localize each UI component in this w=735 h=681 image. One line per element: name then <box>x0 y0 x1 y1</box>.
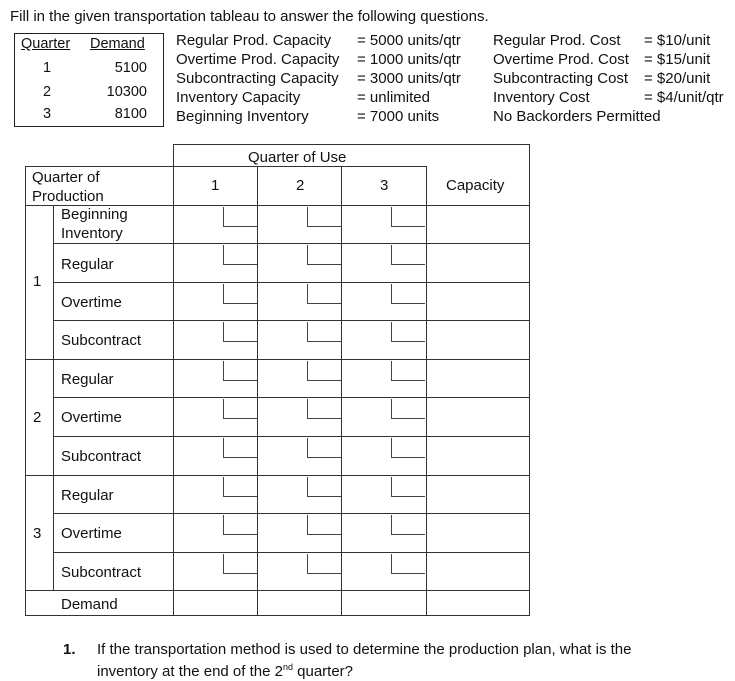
cost-value: = $10/unit <box>644 32 711 49</box>
column-header-1: 1 <box>211 177 220 194</box>
unit-cost-box[interactable] <box>223 438 257 458</box>
source-subcontract: Subcontract <box>61 448 142 465</box>
unit-cost-box[interactable] <box>307 207 341 227</box>
unit-cost-box[interactable] <box>223 245 257 265</box>
question-number: 1. <box>63 641 76 658</box>
unit-cost-box[interactable] <box>307 322 341 342</box>
demand-value: 8100 <box>114 106 147 122</box>
source-regular: Regular <box>61 487 114 504</box>
source-overtime: Overtime <box>61 409 122 426</box>
cost-label: Overtime Prod. Cost <box>493 51 629 68</box>
column-header-2: 2 <box>296 177 305 194</box>
unit-cost-box[interactable] <box>223 399 257 419</box>
unit-cost-box[interactable] <box>391 399 425 419</box>
demand-quarter: 1 <box>43 60 52 76</box>
capacity-value: = 1000 units/qtr <box>357 51 461 68</box>
unit-cost-box[interactable] <box>391 207 425 227</box>
grid-line <box>53 205 54 591</box>
capacity-value: = 5000 units/qtr <box>357 32 461 49</box>
unit-cost-box[interactable] <box>391 245 425 265</box>
question-text-part: quarter? <box>292 663 354 680</box>
grid-line <box>257 166 258 616</box>
question-text-line1: If the transportation method is used to determine the production plan, what is the <box>97 641 632 658</box>
unit-cost-box[interactable] <box>223 515 257 535</box>
unit-cost-box[interactable] <box>307 399 341 419</box>
column-header-3: 3 <box>380 177 389 194</box>
capacity-label: Beginning Inventory <box>176 108 309 125</box>
question-superscript: nd <box>282 662 293 672</box>
capacity-value: = 7000 units <box>357 108 440 125</box>
capacity-label: Inventory Capacity <box>176 89 301 106</box>
grid-line <box>341 166 342 616</box>
grid-line <box>173 144 530 145</box>
grid-line <box>25 166 174 167</box>
unit-cost-box[interactable] <box>223 361 257 381</box>
capacity-label: Subcontracting Capacity <box>176 70 339 87</box>
cost-label: Inventory Cost <box>493 89 590 106</box>
source-overtime: Overtime <box>61 294 122 311</box>
question-text-part: inventory at the end of the 2 <box>97 663 283 680</box>
unit-cost-box[interactable] <box>223 554 257 574</box>
cost-value: = $4/unit/qtr <box>644 89 724 106</box>
beginning-inventory-label: Beginning Inventory <box>61 206 128 242</box>
demand-row-label: Demand <box>61 596 118 613</box>
unit-cost-box[interactable] <box>223 207 257 227</box>
source-regular: Regular <box>61 371 114 388</box>
unit-cost-box[interactable] <box>223 284 257 304</box>
cost-label: Subcontracting Cost <box>493 70 629 87</box>
grid-line <box>53 436 530 437</box>
grid-line <box>25 475 530 476</box>
cost-value: = $20/unit <box>644 70 711 87</box>
demand-quarter: 2 <box>43 84 52 100</box>
grid-line <box>53 243 530 244</box>
grid-line <box>173 144 174 616</box>
demand-value: 5100 <box>114 60 147 76</box>
unit-cost-box[interactable] <box>307 245 341 265</box>
unit-cost-box[interactable] <box>391 284 425 304</box>
grid-line <box>529 144 530 616</box>
unit-cost-box[interactable] <box>223 322 257 342</box>
demand-quarter: 3 <box>43 106 52 122</box>
grid-line <box>53 513 530 514</box>
grid-line <box>53 320 530 321</box>
unit-cost-box[interactable] <box>391 438 425 458</box>
question-text-line2 <box>97 658 353 681</box>
production-quarter-3: 3 <box>33 525 42 542</box>
instruction-text: Fill in the given transportation tableau to answer the following questions. <box>10 8 489 25</box>
source-subcontract: Subcontract <box>61 564 142 581</box>
unit-cost-box[interactable] <box>307 477 341 497</box>
demand-header-demand: Demand <box>90 36 145 52</box>
unit-cost-box[interactable] <box>391 554 425 574</box>
unit-cost-box[interactable] <box>391 361 425 381</box>
grid-line <box>53 397 530 398</box>
production-quarter-1: 1 <box>33 273 42 290</box>
source-overtime: Overtime <box>61 525 122 542</box>
unit-cost-box[interactable] <box>307 438 341 458</box>
unit-cost-box[interactable] <box>307 515 341 535</box>
capacity-value: = 3000 units/qtr <box>357 70 461 87</box>
capacity-label: Overtime Prod. Capacity <box>176 51 340 68</box>
capacity-column-header: Capacity <box>446 177 505 194</box>
demand-value: 10300 <box>106 84 147 100</box>
unit-cost-box[interactable] <box>391 477 425 497</box>
unit-cost-box[interactable] <box>307 361 341 381</box>
quarter-of-production-header: Quarter of Production <box>32 169 104 205</box>
demand-header-quarter: Quarter <box>21 36 71 52</box>
cost-value: = $15/unit <box>644 51 711 68</box>
source-subcontract: Subcontract <box>61 332 142 349</box>
capacity-label: Regular Prod. Capacity <box>176 32 332 49</box>
unit-cost-box[interactable] <box>391 515 425 535</box>
grid-line <box>53 552 530 553</box>
grid-line <box>53 282 530 283</box>
grid-line <box>25 615 530 616</box>
cost-label: No Backorders Permitted <box>493 108 661 125</box>
quarter-of-use-header: Quarter of Use <box>248 149 347 166</box>
grid-line <box>25 359 530 360</box>
cost-label: Regular Prod. Cost <box>493 32 621 49</box>
grid-line <box>25 166 26 616</box>
grid-line <box>25 590 530 591</box>
grid-line <box>426 166 427 616</box>
production-quarter-2: 2 <box>33 409 42 426</box>
unit-cost-box[interactable] <box>391 322 425 342</box>
unit-cost-box[interactable] <box>223 477 257 497</box>
unit-cost-box[interactable] <box>307 554 341 574</box>
capacity-value: = unlimited <box>357 89 430 106</box>
source-regular: Regular <box>61 256 114 273</box>
unit-cost-box[interactable] <box>307 284 341 304</box>
